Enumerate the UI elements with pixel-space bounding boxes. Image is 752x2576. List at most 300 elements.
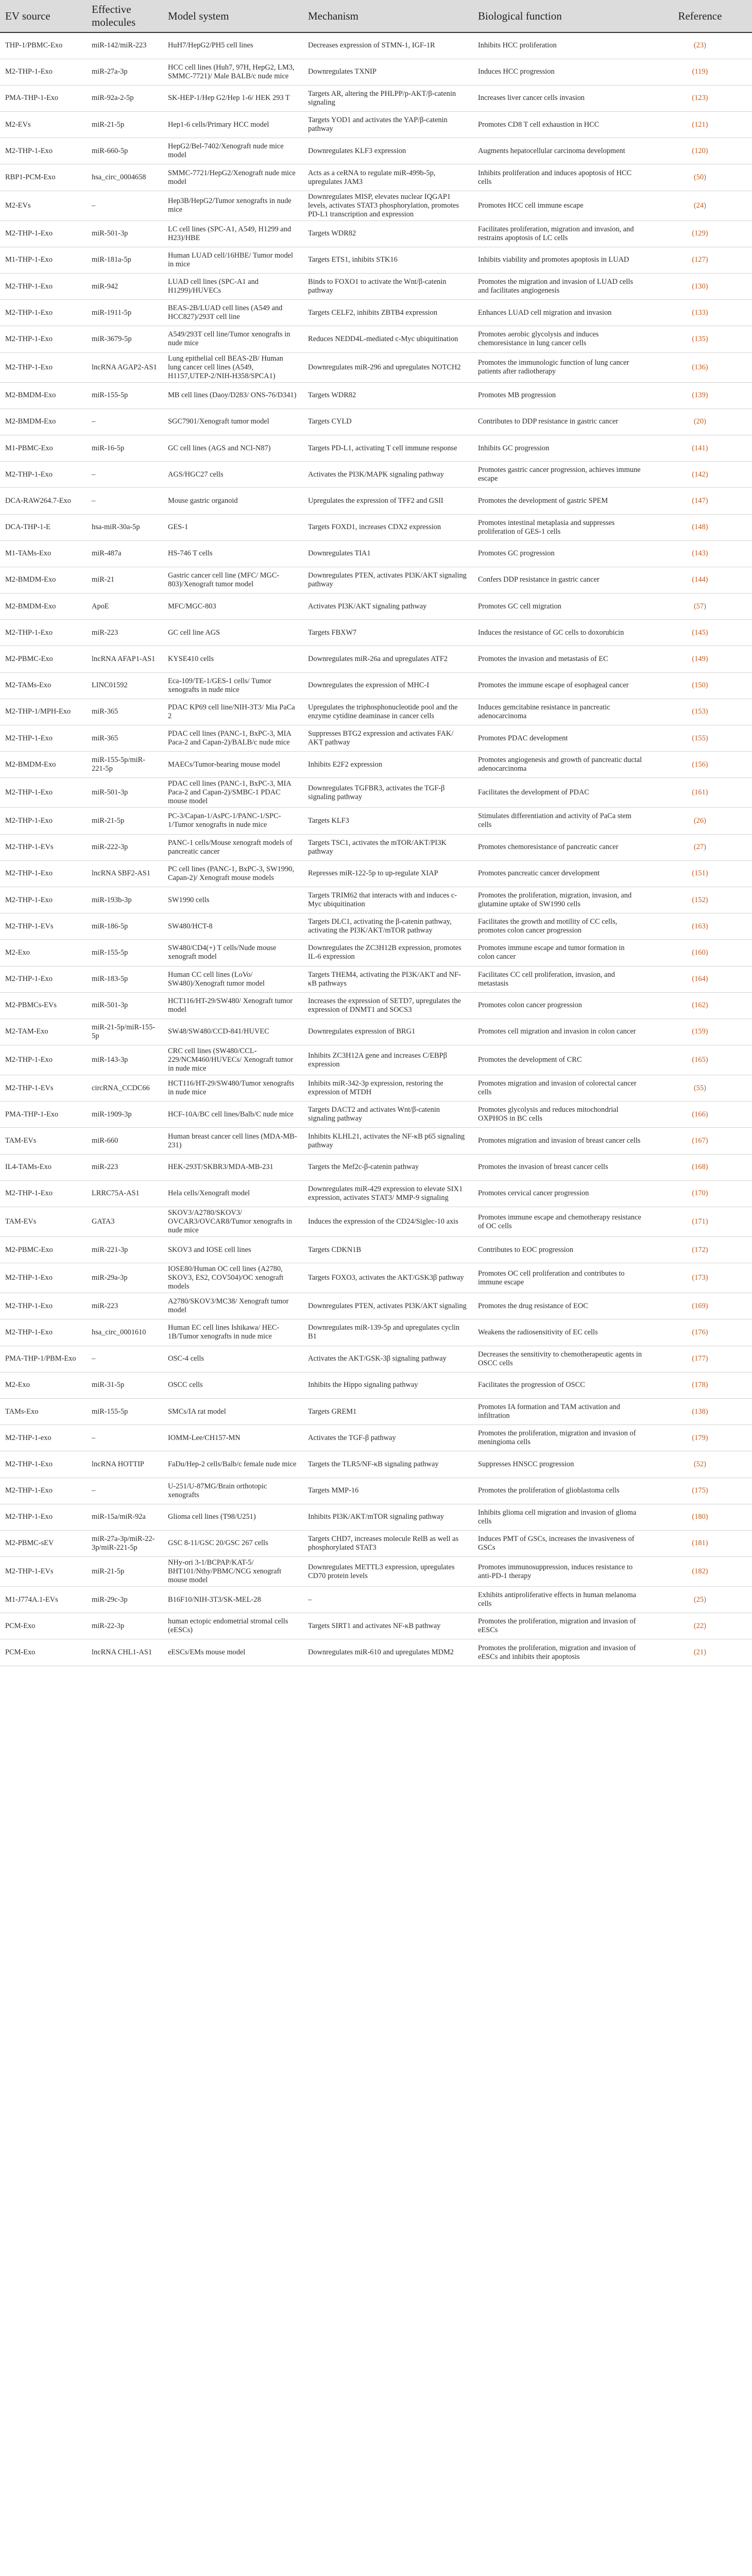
cell-biological-function: Promotes cervical cancer progression xyxy=(473,1180,648,1207)
cell-reference[interactable]: (167) xyxy=(648,1128,752,1154)
cell-reference[interactable]: (135) xyxy=(648,326,752,352)
cell-biological-function: Inhibits viability and promotes apoptosis in LUAD xyxy=(473,247,648,273)
cell-effective-molecules: – xyxy=(87,1478,163,1504)
cell-reference[interactable]: (50) xyxy=(648,164,752,191)
cell-reference[interactable]: (164) xyxy=(648,966,752,992)
cell-reference[interactable]: (171) xyxy=(648,1207,752,1237)
cell-effective-molecules: miR-660 xyxy=(87,1128,163,1154)
cell-effective-molecules: miR-29a-3p xyxy=(87,1263,163,1293)
table-row xyxy=(0,300,752,326)
cell-reference[interactable]: (24) xyxy=(648,191,752,221)
cell-reference[interactable]: (22) xyxy=(648,1613,752,1639)
cell-model-system: AGS/HGC27 cells xyxy=(163,462,303,488)
cell-reference[interactable]: (160) xyxy=(648,940,752,966)
cell-reference[interactable]: (138) xyxy=(648,1398,752,1425)
cell-reference[interactable]: (149) xyxy=(648,646,752,672)
cell-biological-function: Promotes OC cell proliferation and contributes to immune escape xyxy=(473,1263,648,1293)
table-row xyxy=(0,1319,752,1346)
cell-ev-source: M2-THP-1-Exo xyxy=(0,462,87,488)
table-row xyxy=(0,1451,752,1478)
cell-effective-molecules: miR-501-3p xyxy=(87,221,163,247)
cell-effective-molecules: miR-501-3p xyxy=(87,992,163,1019)
table-row xyxy=(0,1425,752,1451)
cell-ev-source: M2-THP-1-Exo xyxy=(0,887,87,913)
cell-reference[interactable]: (163) xyxy=(648,913,752,940)
cell-reference[interactable]: (182) xyxy=(648,1557,752,1587)
cell-ev-source: M2-THP-1-Exo xyxy=(0,1504,87,1530)
table-row xyxy=(0,382,752,409)
cell-ev-source: M2-THP-1-Exo xyxy=(0,620,87,646)
cell-effective-molecules: miR-27a-3p/miR-22-3p/miR-221-5p xyxy=(87,1530,163,1556)
cell-reference[interactable]: (159) xyxy=(648,1019,752,1045)
cell-effective-molecules: miR-1911-5p xyxy=(87,300,163,326)
cell-ev-source: M2-THP-1-EVs xyxy=(0,834,87,860)
table-row xyxy=(0,1045,752,1075)
table-row xyxy=(0,1587,752,1613)
cell-effective-molecules: miR-155-5p xyxy=(87,940,163,966)
cell-effective-molecules: miR-31-5p xyxy=(87,1372,163,1398)
cell-effective-molecules: lncRNA SBF2-AS1 xyxy=(87,860,163,887)
cell-biological-function: Facilitates the growth and motility of CC cells, promotes colon cancer progression xyxy=(473,913,648,940)
cell-ev-source: M2-THP-1-Exo xyxy=(0,274,87,300)
table-row xyxy=(0,85,752,111)
cell-model-system: Hep3B/HepG2/Tumor xenografts in nude mice xyxy=(163,191,303,221)
cell-reference[interactable]: (170) xyxy=(648,1180,752,1207)
cell-reference[interactable]: (175) xyxy=(648,1478,752,1504)
cell-reference[interactable]: (57) xyxy=(648,594,752,620)
cell-mechanism: Inhibits PI3K/AKT/mTOR signaling pathway xyxy=(303,1504,473,1530)
cell-ev-source: PMA-THP-1-Exo xyxy=(0,85,87,111)
cell-reference[interactable]: (142) xyxy=(648,462,752,488)
table-row xyxy=(0,1207,752,1237)
cell-biological-function: Enhances LUAD cell migration and invasion xyxy=(473,300,648,326)
cell-model-system: SMMC-7721/HepG2/Xenograft nude mice model xyxy=(163,164,303,191)
cell-biological-function: Promotes the migration and invasion of LUAD cells and facilitates angiogenesis xyxy=(473,274,648,300)
cell-ev-source: IL4-TAMs-Exo xyxy=(0,1154,87,1180)
cell-ev-source: M2-THP-1-Exo xyxy=(0,59,87,85)
cell-reference[interactable]: (23) xyxy=(648,32,752,59)
cell-mechanism: Targets CELF2, inhibits ZBTB4 expression xyxy=(303,300,473,326)
cell-model-system: PANC-1 cells/Mouse xenograft models of pancreatic cancer xyxy=(163,834,303,860)
cell-reference[interactable]: (26) xyxy=(648,808,752,834)
cell-ev-source: M2-THP-1-Exo xyxy=(0,1319,87,1346)
cell-mechanism: Acts as a ceRNA to regulate miR-499b-5p, upregulates JAM3 xyxy=(303,164,473,191)
table-row xyxy=(0,1557,752,1587)
cell-ev-source: M1-THP-1-Exo xyxy=(0,247,87,273)
cell-reference[interactable]: (130) xyxy=(648,274,752,300)
cell-effective-molecules: ApoE xyxy=(87,594,163,620)
table-row xyxy=(0,672,752,699)
cell-mechanism: Targets GREM1 xyxy=(303,1398,473,1425)
cell-ev-source: M2-THP-1-Exo xyxy=(0,221,87,247)
cell-model-system: FaDu/Hep-2 cells/Balb/c female nude mice xyxy=(163,1451,303,1478)
cell-mechanism: Targets DACT2 and activates Wnt/β-catenin signaling pathway xyxy=(303,1101,473,1128)
cell-effective-molecules: miR-181a-5p xyxy=(87,247,163,273)
cell-effective-molecules: miR-29c-3p xyxy=(87,1587,163,1613)
cell-biological-function: Induces PMT of GSCs, increases the invasiveness of GSCs xyxy=(473,1530,648,1556)
cell-reference[interactable]: (155) xyxy=(648,725,752,752)
table-row xyxy=(0,221,752,247)
cell-ev-source: M2-EVs xyxy=(0,191,87,221)
cell-effective-molecules: miR-186-5p xyxy=(87,913,163,940)
cell-mechanism: Targets WDR82 xyxy=(303,221,473,247)
cell-model-system: LC cell lines (SPC-A1, A549, H1299 and H23)/HBE xyxy=(163,221,303,247)
cell-ev-source: RBP1-PCM-Exo xyxy=(0,164,87,191)
cell-reference[interactable]: (148) xyxy=(648,514,752,540)
cell-effective-molecules: miR-221-3p xyxy=(87,1237,163,1263)
cell-reference[interactable]: (172) xyxy=(648,1237,752,1263)
cell-model-system: SW48/SW480/CCD-841/HUVEC xyxy=(163,1019,303,1045)
cell-biological-function: Promotes the development of gastric SPEM xyxy=(473,488,648,514)
cell-model-system: SKOV3/A2780/SKOV3/ OVCAR3/OVCAR8/Tumor xenografts in nude mice xyxy=(163,1207,303,1237)
cell-effective-molecules: miR-660-5p xyxy=(87,138,163,164)
cell-effective-molecules: lncRNA HOTTIP xyxy=(87,1451,163,1478)
cell-reference[interactable]: (168) xyxy=(648,1154,752,1180)
cell-biological-function: Promotes the proliferation, migration, invasion, and glutamine uptake of SW1990 cells xyxy=(473,887,648,913)
cell-model-system: HCT116/HT-29/SW480/ Xenograft tumor model xyxy=(163,992,303,1019)
cell-model-system: OSC-4 cells xyxy=(163,1346,303,1372)
table-row xyxy=(0,620,752,646)
cell-biological-function: Promotes the proliferation of glioblastoma cells xyxy=(473,1478,648,1504)
cell-model-system: GSC 8-11/GSC 20/GSC 267 cells xyxy=(163,1530,303,1556)
cell-ev-source: PMA-THP-1/PBM-Exo xyxy=(0,1346,87,1372)
cell-reference[interactable]: (181) xyxy=(648,1530,752,1556)
cell-biological-function: Promotes migration and invasion of breast cancer cells xyxy=(473,1128,648,1154)
cell-model-system: KYSE410 cells xyxy=(163,646,303,672)
cell-ev-source: M2-Exo xyxy=(0,1372,87,1398)
cell-biological-function: Promotes the immune escape of esophageal cancer xyxy=(473,672,648,699)
cell-biological-function: Promotes CD8 T cell exhaustion in HCC xyxy=(473,112,648,138)
header-mechanism: Mechanism xyxy=(303,0,473,32)
table-row xyxy=(0,435,752,461)
table-row xyxy=(0,1263,752,1293)
cell-ev-source: M2-THP-1-Exo xyxy=(0,725,87,752)
cell-ev-source: M2-THP-1-Exo xyxy=(0,1263,87,1293)
cell-effective-molecules: miR-21-5p/miR-155-5p xyxy=(87,1019,163,1045)
cell-model-system: NHy-ori 3-1/BCPAP/KAT-5/ BHT101/Nthy/PBMC/NCG xenograft mouse model xyxy=(163,1557,303,1587)
table-row xyxy=(0,59,752,85)
cell-reference[interactable]: (152) xyxy=(648,887,752,913)
cell-mechanism: Binds to FOXO1 to activate the Wnt/β-catenin pathway xyxy=(303,274,473,300)
cell-model-system: GES-1 xyxy=(163,514,303,540)
cell-ev-source: TAM-EVs xyxy=(0,1128,87,1154)
cell-reference[interactable]: (165) xyxy=(648,1045,752,1075)
table-row xyxy=(0,940,752,966)
cell-effective-molecules: miR-3679-5p xyxy=(87,326,163,352)
cell-model-system: HEK-293T/SKBR3/MDA-MB-231 xyxy=(163,1154,303,1180)
table-row xyxy=(0,966,752,992)
cell-mechanism: Downregulates METTL3 expression, upregulates CD70 protein levels xyxy=(303,1557,473,1587)
cell-effective-molecules: miR-143-3p xyxy=(87,1045,163,1075)
cell-mechanism: Inhibits miR-342-3p expression, restoring the expression of MTDH xyxy=(303,1075,473,1101)
cell-reference[interactable]: (21) xyxy=(648,1639,752,1666)
cell-model-system: IOSE80/Human OC cell lines (A2780, SKOV3, ES2, COV504)/OC xenograft models xyxy=(163,1263,303,1293)
cell-ev-source: M2-BMDM-Exo xyxy=(0,382,87,409)
cell-model-system: GC cell line AGS xyxy=(163,620,303,646)
cell-reference[interactable]: (119) xyxy=(648,59,752,85)
cell-reference[interactable]: (133) xyxy=(648,300,752,326)
cell-mechanism: Targets PD-L1, activating T cell immune response xyxy=(303,435,473,461)
cell-model-system: SW1990 cells xyxy=(163,887,303,913)
cell-effective-molecules: – xyxy=(87,488,163,514)
cell-model-system: HepG2/Bel-7402/Xenograft nude mice model xyxy=(163,138,303,164)
table-row xyxy=(0,514,752,540)
cell-ev-source: DCA-THP-1-E xyxy=(0,514,87,540)
cell-effective-molecules: lncRNA AGAP2-AS1 xyxy=(87,352,163,382)
table-row xyxy=(0,540,752,567)
cell-biological-function: Promotes pancreatic cancer development xyxy=(473,860,648,887)
cell-reference[interactable]: (145) xyxy=(648,620,752,646)
cell-model-system: OSCC cells xyxy=(163,1372,303,1398)
cell-biological-function: Facilitates the development of PDAC xyxy=(473,778,648,808)
cell-model-system: A549/293T cell line/Tumor xenografts in nude mice xyxy=(163,326,303,352)
cell-model-system: HuH7/HepG2/PH5 cell lines xyxy=(163,32,303,59)
cell-reference[interactable]: (55) xyxy=(648,1075,752,1101)
cell-mechanism: Downregulates MISP, elevates nuclear IQGAP1 levels, activates STAT3 phosphorylation, promotes PD-L1 transcription and expression xyxy=(303,191,473,221)
cell-biological-function: Induces the resistance of GC cells to doxorubicin xyxy=(473,620,648,646)
cell-mechanism: Targets CHD7, increases molecule RelB as well as phosphorylated STAT3 xyxy=(303,1530,473,1556)
cell-model-system: Human CC cell lines (LoVo/ SW480)/Xenograft tumor model xyxy=(163,966,303,992)
cell-mechanism: Increases the expression of SETD7, upregulates the expression of DNMT1 and SOCS3 xyxy=(303,992,473,1019)
cell-biological-function: Promotes the drug resistance of EOC xyxy=(473,1293,648,1319)
cell-reference[interactable]: (129) xyxy=(648,221,752,247)
cell-effective-molecules: miR-21-5p xyxy=(87,1557,163,1587)
cell-reference[interactable]: (123) xyxy=(648,85,752,111)
header-ev-source: EV source xyxy=(0,0,87,32)
table-row xyxy=(0,913,752,940)
cell-effective-molecules: – xyxy=(87,1425,163,1451)
cell-effective-molecules: miR-22-3p xyxy=(87,1613,163,1639)
table-row xyxy=(0,1478,752,1504)
table-row xyxy=(0,1613,752,1639)
cell-biological-function: Promotes immunosuppression, induces resistance to anti-PD-1 therapy xyxy=(473,1557,648,1587)
cell-ev-source: M2-Exo xyxy=(0,940,87,966)
cell-mechanism: Targets ETS1, inhibits STK16 xyxy=(303,247,473,273)
cell-mechanism: Inhibits E2F2 expression xyxy=(303,752,473,778)
table-row xyxy=(0,567,752,593)
cell-reference[interactable]: (180) xyxy=(648,1504,752,1530)
cell-biological-function: Promotes immune escape and chemotherapy resistance of OC cells xyxy=(473,1207,648,1237)
table-row xyxy=(0,1180,752,1207)
cell-ev-source: M2-PBMC-sEV xyxy=(0,1530,87,1556)
cell-ev-source: M2-THP-1-Exo xyxy=(0,966,87,992)
cell-model-system: PDAC KP69 cell line/NIH-3T3/ Mia PaCa 2 xyxy=(163,699,303,725)
cell-effective-molecules: – xyxy=(87,409,163,435)
cell-ev-source: THP-1/PBMC-Exo xyxy=(0,32,87,59)
cell-effective-molecules: miR-223 xyxy=(87,620,163,646)
cell-reference[interactable]: (143) xyxy=(648,540,752,567)
cell-biological-function: Facilitates the progression of OSCC xyxy=(473,1372,648,1398)
cell-model-system: SK-HEP-1/Hep G2/Hep 1-6/ HEK 293 T xyxy=(163,85,303,111)
cell-effective-molecules: GATA3 xyxy=(87,1207,163,1237)
cell-reference[interactable]: (121) xyxy=(648,112,752,138)
cell-effective-molecules: – xyxy=(87,462,163,488)
table-row xyxy=(0,247,752,273)
cell-mechanism: Inhibits ZC3H12A gene and increases C/EBPβ expression xyxy=(303,1045,473,1075)
cell-model-system: U-251/U-87MG/Brain orthotopic xenografts xyxy=(163,1478,303,1504)
cell-mechanism: Targets FOXD1, increases CDX2 expression xyxy=(303,514,473,540)
cell-model-system: SW480/HCT-8 xyxy=(163,913,303,940)
header-effective-molecules: Effective molecules xyxy=(87,0,163,32)
cell-reference[interactable]: (176) xyxy=(648,1319,752,1346)
cell-biological-function: Promotes aerobic glycolysis and induces chemoresistance in lung cancer cells xyxy=(473,326,648,352)
cell-biological-function: Induces HCC progression xyxy=(473,59,648,85)
cell-reference[interactable]: (20) xyxy=(648,409,752,435)
cell-effective-molecules: – xyxy=(87,1346,163,1372)
cell-reference[interactable]: (52) xyxy=(648,1451,752,1478)
cell-model-system: MB cell lines (Daoy/D283/ ONS-76/D341) xyxy=(163,382,303,409)
table-row xyxy=(0,646,752,672)
table-row xyxy=(0,808,752,834)
cell-model-system: A2780/SKOV3/MC38/ Xenograft tumor model xyxy=(163,1293,303,1319)
cell-ev-source: PCM-Exo xyxy=(0,1613,87,1639)
cell-model-system: PDAC cell lines (PANC-1, BxPC-3, MIA Paca-2 and Capan-2)/BALB/c nude mice xyxy=(163,725,303,752)
cell-effective-molecules: miR-193b-3p xyxy=(87,887,163,913)
cell-ev-source: PMA-THP-1-Exo xyxy=(0,1101,87,1128)
cell-effective-molecules: miR-21-5p xyxy=(87,808,163,834)
cell-biological-function: Inhibits HCC proliferation xyxy=(473,32,648,59)
cell-ev-source: TAMs-Exo xyxy=(0,1398,87,1425)
cell-model-system: Human LUAD cell/16HBE/ Tumor model in mice xyxy=(163,247,303,273)
cell-effective-molecules: miR-16-5p xyxy=(87,435,163,461)
cell-ev-source: M2-THP-1-Exo xyxy=(0,1045,87,1075)
cell-reference[interactable]: (161) xyxy=(648,778,752,808)
cell-ev-source: M2-THP-1-Exo xyxy=(0,1478,87,1504)
cell-mechanism: Downregulates miR-139-5p and upregulates cyclin B1 xyxy=(303,1319,473,1346)
header-model-system: Model system xyxy=(163,0,303,32)
cell-ev-source: M2-THP-1-EVs xyxy=(0,1075,87,1101)
table-row xyxy=(0,1237,752,1263)
cell-effective-molecules: lncRNA CHL1-AS1 xyxy=(87,1639,163,1666)
cell-effective-molecules: miR-501-3p xyxy=(87,778,163,808)
cell-reference[interactable]: (150) xyxy=(648,672,752,699)
cell-ev-source: M2-EVs xyxy=(0,112,87,138)
cell-reference[interactable]: (151) xyxy=(648,860,752,887)
cell-mechanism: Activates the TGF-β pathway xyxy=(303,1425,473,1451)
cell-model-system: Hela cells/Xenograft model xyxy=(163,1180,303,1207)
table-row xyxy=(0,1372,752,1398)
cell-biological-function: Augments hepatocellular carcinoma development xyxy=(473,138,648,164)
cell-effective-molecules: hsa_circ_0001610 xyxy=(87,1319,163,1346)
cell-biological-function: Facilitates proliferation, migration and invasion, and restrains apoptosis of LC cells xyxy=(473,221,648,247)
table-header-row xyxy=(0,0,752,32)
cell-reference[interactable]: (153) xyxy=(648,699,752,725)
cell-ev-source: M2-PBMC-Exo xyxy=(0,646,87,672)
cell-mechanism: Inhibits KLHL21, activates the NF-κB p65 signaling pathway xyxy=(303,1128,473,1154)
cell-reference[interactable]: (127) xyxy=(648,247,752,273)
cell-mechanism: Targets FOXO3, activates the AKT/GSK3β pathway xyxy=(303,1263,473,1293)
cell-biological-function: Promotes intestinal metaplasia and suppresses proliferation of GES-1 cells xyxy=(473,514,648,540)
cell-biological-function: Promotes chemoresistance of pancreatic cancer xyxy=(473,834,648,860)
cell-reference[interactable]: (25) xyxy=(648,1587,752,1613)
cell-effective-molecules: miR-183-5p xyxy=(87,966,163,992)
cell-reference[interactable]: (169) xyxy=(648,1293,752,1319)
cell-biological-function: Promotes glycolysis and reduces mitochondrial OXPHOS in BC cells xyxy=(473,1101,648,1128)
table-row xyxy=(0,1293,752,1319)
cell-biological-function: Promotes gastric cancer progression, achieves immune escape xyxy=(473,462,648,488)
cell-mechanism: Decreases expression of STMN-1, IGF-1R xyxy=(303,32,473,59)
cell-reference[interactable]: (178) xyxy=(648,1372,752,1398)
cell-biological-function: Promotes MB progression xyxy=(473,382,648,409)
cell-mechanism: Represses miR-122-5p to up-regulate XIAP xyxy=(303,860,473,887)
cell-ev-source: M1-TAMs-Exo xyxy=(0,540,87,567)
cell-mechanism: Downregulates KLF3 expression xyxy=(303,138,473,164)
table-row xyxy=(0,352,752,382)
cell-effective-molecules: miR-487a xyxy=(87,540,163,567)
cell-model-system: MAECs/Tumor-bearing mouse model xyxy=(163,752,303,778)
cell-model-system: IOMM-Lee/CH157-MN xyxy=(163,1425,303,1451)
cell-reference[interactable]: (139) xyxy=(648,382,752,409)
cell-reference[interactable]: (156) xyxy=(648,752,752,778)
cell-mechanism: Targets TSC1, activates the mTOR/AKT/PI3K pathway xyxy=(303,834,473,860)
cell-reference[interactable]: (166) xyxy=(648,1101,752,1128)
cell-reference[interactable]: (162) xyxy=(648,992,752,1019)
cell-ev-source: PCM-Exo xyxy=(0,1639,87,1666)
cell-mechanism: Targets AR, altering the PHLPP/p-AKT/β-catenin signaling xyxy=(303,85,473,111)
cell-mechanism: Reduces NEDD4L-mediated c-Myc ubiquitination xyxy=(303,326,473,352)
cell-effective-molecules: miR-155-5p xyxy=(87,1398,163,1425)
table-row xyxy=(0,326,752,352)
cell-reference[interactable]: (177) xyxy=(648,1346,752,1372)
cell-biological-function: Exhibits antiproliferative effects in human melanoma cells xyxy=(473,1587,648,1613)
table-row xyxy=(0,1346,752,1372)
header-biological-function: Biological function xyxy=(473,0,648,32)
cell-reference[interactable]: (147) xyxy=(648,488,752,514)
cell-biological-function: Increases liver cancer cells invasion xyxy=(473,85,648,111)
cell-model-system: HCF-10A/BC cell lines/Balb/C nude mice xyxy=(163,1101,303,1128)
cell-ev-source: M2-THP-1-Exo xyxy=(0,326,87,352)
cell-biological-function: Promotes angiogenesis and growth of pancreatic ductal adenocarcinoma xyxy=(473,752,648,778)
cell-reference[interactable]: (27) xyxy=(648,834,752,860)
table-body xyxy=(0,32,752,1666)
table-row xyxy=(0,409,752,435)
cell-mechanism: Targets KLF3 xyxy=(303,808,473,834)
table-row xyxy=(0,1639,752,1666)
cell-reference[interactable]: (136) xyxy=(648,352,752,382)
cell-biological-function: Promotes colon cancer progression xyxy=(473,992,648,1019)
cell-reference[interactable]: (120) xyxy=(648,138,752,164)
cell-model-system: LUAD cell lines (SPC-A1 and H1299)/HUVECs xyxy=(163,274,303,300)
cell-effective-molecules: miR-92a-2-5p xyxy=(87,85,163,111)
cell-effective-molecules: miR-223 xyxy=(87,1293,163,1319)
cell-effective-molecules: miR-223 xyxy=(87,1154,163,1180)
cell-reference[interactable]: (179) xyxy=(648,1425,752,1451)
table-row xyxy=(0,725,752,752)
header-reference: Reference xyxy=(648,0,752,32)
table-row xyxy=(0,699,752,725)
cell-effective-molecules: miR-942 xyxy=(87,274,163,300)
cell-ev-source: M2-THP-1-Exo xyxy=(0,138,87,164)
cell-mechanism: Inhibits the Hippo signaling pathway xyxy=(303,1372,473,1398)
cell-effective-molecules: miR-222-3p xyxy=(87,834,163,860)
cell-biological-function: Promotes the proliferation, migration and invasion of meningioma cells xyxy=(473,1425,648,1451)
cell-biological-function: Promotes cell migration and invasion in colon cancer xyxy=(473,1019,648,1045)
cell-reference[interactable]: (144) xyxy=(648,567,752,593)
cell-mechanism: Targets SIRT1 and activates NF-κB pathway xyxy=(303,1613,473,1639)
cell-ev-source: M1-J774A.1-EVs xyxy=(0,1587,87,1613)
table-row xyxy=(0,1154,752,1180)
cell-biological-function: Inhibits proliferation and induces apoptosis of HCC cells xyxy=(473,164,648,191)
cell-mechanism: Targets TRIM62 that interacts with and induces c-Myc ubiquitination xyxy=(303,887,473,913)
cell-effective-molecules: circRNA_CCDC66 xyxy=(87,1075,163,1101)
cell-effective-molecules: hsa_circ_0004658 xyxy=(87,164,163,191)
cell-reference[interactable]: (141) xyxy=(648,435,752,461)
cell-biological-function: Promotes the invasion and metastasis of EC xyxy=(473,646,648,672)
table-row xyxy=(0,778,752,808)
cell-reference[interactable]: (173) xyxy=(648,1263,752,1293)
cell-mechanism: Downregulates PTEN, activates PI3K/AKT signaling xyxy=(303,1293,473,1319)
cell-mechanism: Targets the TLR5/NF-κB signaling pathway xyxy=(303,1451,473,1478)
